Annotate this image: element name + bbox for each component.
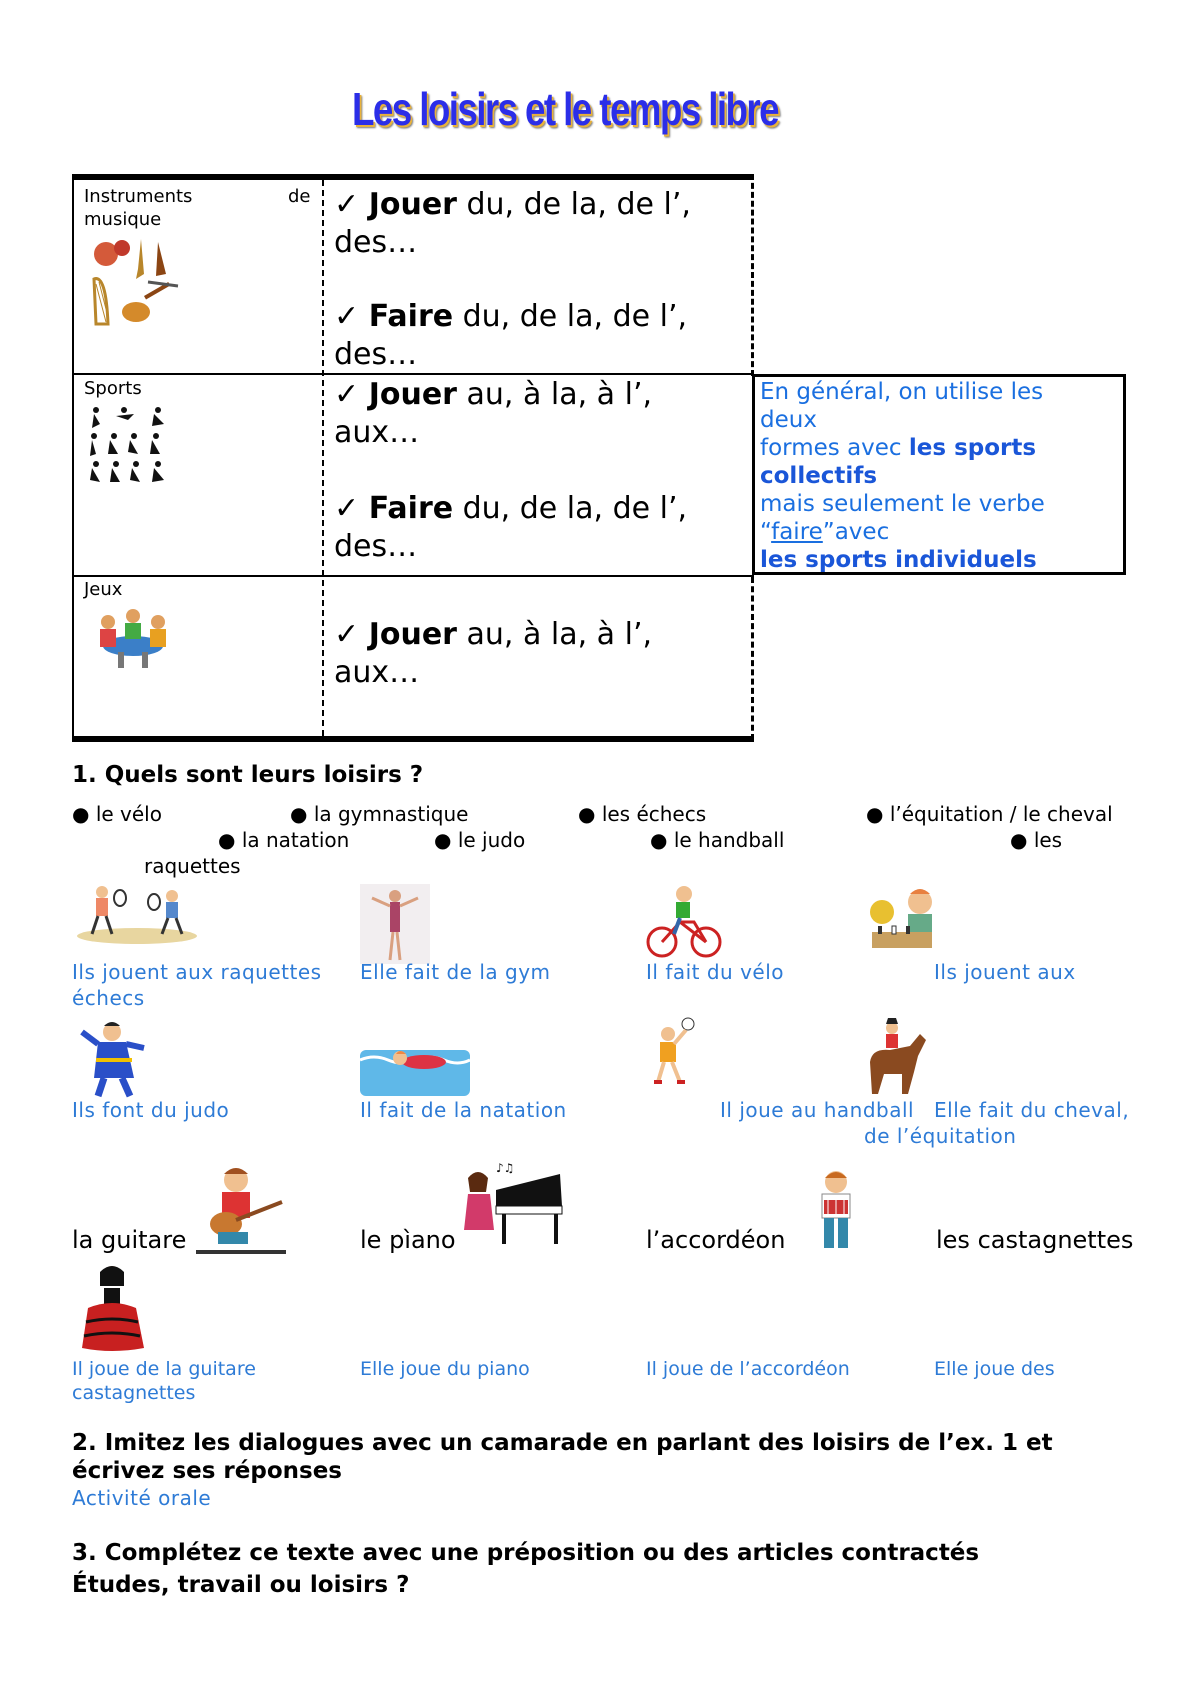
judo-image <box>78 1018 158 1098</box>
usage-note: En général, on utilise les deux formes avec les sports collectifs mais seulement le verbe “faire”avec les sports individuels <box>760 379 1045 573</box>
sports-figures-image <box>86 404 176 484</box>
row2-line1-cont: aux… <box>334 415 420 450</box>
natation-image <box>360 1036 470 1096</box>
exercise3-question: 3. Complétez ce texte avec une préposition ou des articles contractés <box>72 1540 980 1566</box>
handball-image <box>644 1016 704 1096</box>
board-game-image <box>88 604 178 674</box>
exercise3-subtitle: Études, travail ou loisirs ? <box>72 1572 410 1598</box>
caption-velo: Il fait du vélo <box>646 960 785 984</box>
word-bank-item: ● la gymnastique <box>290 802 469 826</box>
caption-cheval-cont: de l’équitation <box>864 1124 1017 1148</box>
caption-judo: Ils font du judo <box>72 1098 230 1122</box>
gym-image <box>360 884 430 964</box>
caption-echecs-cont: échecs <box>72 986 145 1010</box>
caption-accordeon: Il joue de l’accordéon <box>646 1358 850 1380</box>
row1-line2-cont: des… <box>334 337 418 372</box>
cheval-image <box>860 1016 930 1098</box>
caption-cheval: Elle fait du cheval, <box>934 1098 1130 1122</box>
checkmark-icon: ✓ <box>334 617 360 652</box>
row2-line2: ✓ Faire du, de la, de l’, <box>334 491 688 526</box>
castagnettes-image <box>78 1262 148 1354</box>
instrument-piano: le pìano <box>360 1226 456 1254</box>
row2-line2-cont: des… <box>334 529 418 564</box>
word-bank-item-cont: raquettes <box>144 854 241 878</box>
row1-line2: ✓ Faire du, de la, de l’, <box>334 299 688 334</box>
caption-guitare: Il joue de la guitare <box>72 1358 256 1380</box>
category-instruments-musique: musique <box>84 209 162 230</box>
echecs-image <box>862 882 952 962</box>
category-sports: Sports <box>84 378 142 399</box>
row3-line1-cont: aux… <box>334 655 420 690</box>
caption-piano: Elle joue du piano <box>360 1358 530 1380</box>
category-instruments-de: de <box>288 186 311 207</box>
instrument-guitare: la guitare <box>72 1226 187 1254</box>
word-bank-item: ● l’équitation / le cheval <box>866 802 1113 826</box>
word-bank-item: ● le handball <box>650 828 785 852</box>
exercise2-answer: Activité orale <box>72 1486 212 1510</box>
exercise1-question: 1. Quels sont leurs loisirs ? <box>72 762 424 788</box>
exercise2-question: 2. Imitez les dialogues avec un camarade en parlant des loisirs de l’ex. 1 et <box>72 1430 1053 1456</box>
caption-handball: Il joue au handball <box>720 1098 915 1122</box>
row3-line1: ✓ Jouer au, à la, à l’, <box>334 617 653 652</box>
checkmark-icon: ✓ <box>334 187 360 222</box>
checkmark-icon: ✓ <box>334 299 360 334</box>
row1-line1: ✓ Jouer du, de la, de l’, <box>334 187 691 222</box>
accordeon-image <box>806 1168 866 1258</box>
svg-text:♪♫: ♪♫ <box>496 1161 515 1175</box>
checkmark-icon: ✓ <box>334 491 360 526</box>
word-bank-item: ● les <box>1010 828 1063 852</box>
word-bank-item: ● le judo <box>434 828 526 852</box>
category-instruments: Instruments <box>84 186 193 207</box>
caption-echecs: Ils jouent aux <box>934 960 1076 984</box>
piano-image <box>456 1160 566 1250</box>
velo-image <box>644 882 724 962</box>
caption-castagnettes: Elle joue des <box>934 1358 1055 1380</box>
caption-gym: Elle fait de la gym <box>360 960 551 984</box>
caption-raquettes: Ils jouent aux raquettes <box>72 960 322 984</box>
caption-castagnettes-cont: castagnettes <box>72 1382 196 1404</box>
page-title: Les loisirs et le temps libre <box>351 83 779 135</box>
row1-line1-cont: des… <box>334 225 418 260</box>
checkmark-icon: ✓ <box>334 377 360 412</box>
word-bank-item: ● le vélo <box>72 802 162 826</box>
guitare-image <box>196 1162 286 1254</box>
word-bank-item: ● la natation <box>218 828 350 852</box>
instrument-castagnettes: les castagnettes <box>936 1226 1134 1254</box>
row2-line1: ✓ Jouer au, à la, à l’, <box>334 377 653 412</box>
instrument-accordeon: l’accordéon <box>646 1226 786 1254</box>
exercise2-question-cont: écrivez ses réponses <box>72 1458 342 1484</box>
raquettes-image <box>72 878 202 948</box>
word-bank-item: ● les échecs <box>578 802 707 826</box>
music-instruments-image <box>86 234 186 334</box>
category-jeux: Jeux <box>84 579 123 600</box>
caption-natation: Il fait de la natation <box>360 1098 567 1122</box>
